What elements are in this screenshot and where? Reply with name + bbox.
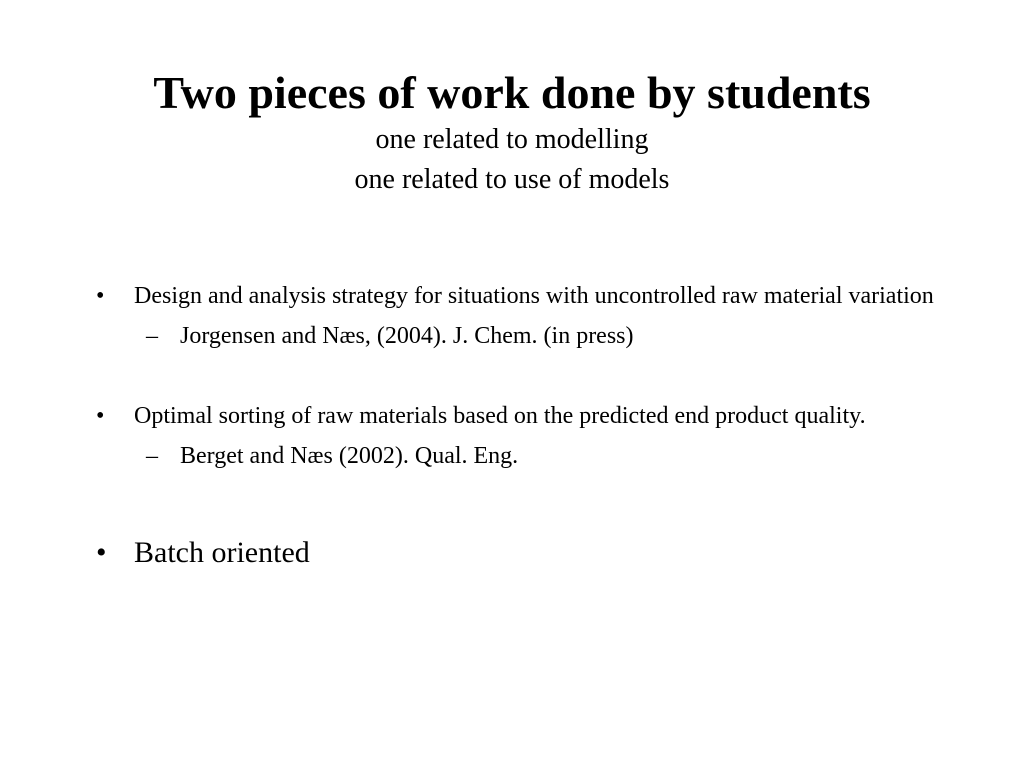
bullet-text: Batch oriented (134, 536, 310, 569)
bullet-text: Optimal sorting of raw materials based on the predicted end product quality. (134, 403, 866, 429)
slide-subtitle-line-1: one related to modelling (375, 124, 649, 155)
bullet-item-3 (96, 533, 936, 573)
sub-bullet-text: Jorgensen and Næs, (2004). J. Chem. (in press) (180, 323, 634, 349)
bullet-text: Design and analysis strategy for situations with uncontrolled raw material variation (134, 283, 934, 309)
bullet-marker: • (96, 536, 107, 569)
slide-subtitle-line-2: one related to use of models (354, 164, 670, 195)
sub-bullet-text: Berget and Næs (2002). Qual. Eng. (180, 443, 519, 469)
sub-bullet-item-1 (96, 320, 936, 353)
bullet-marker: • (96, 283, 105, 309)
sub-bullet-item-2 (96, 440, 936, 473)
bullet-list (96, 280, 936, 573)
title-block (0, 66, 1024, 200)
dash-marker: – (146, 323, 158, 349)
dash-marker: – (146, 443, 158, 469)
bullet-item-1 (96, 280, 936, 313)
bullet-item-2 (96, 400, 936, 433)
bullet-marker: • (96, 403, 105, 429)
slide-title: Two pieces of work done by students (153, 67, 871, 118)
